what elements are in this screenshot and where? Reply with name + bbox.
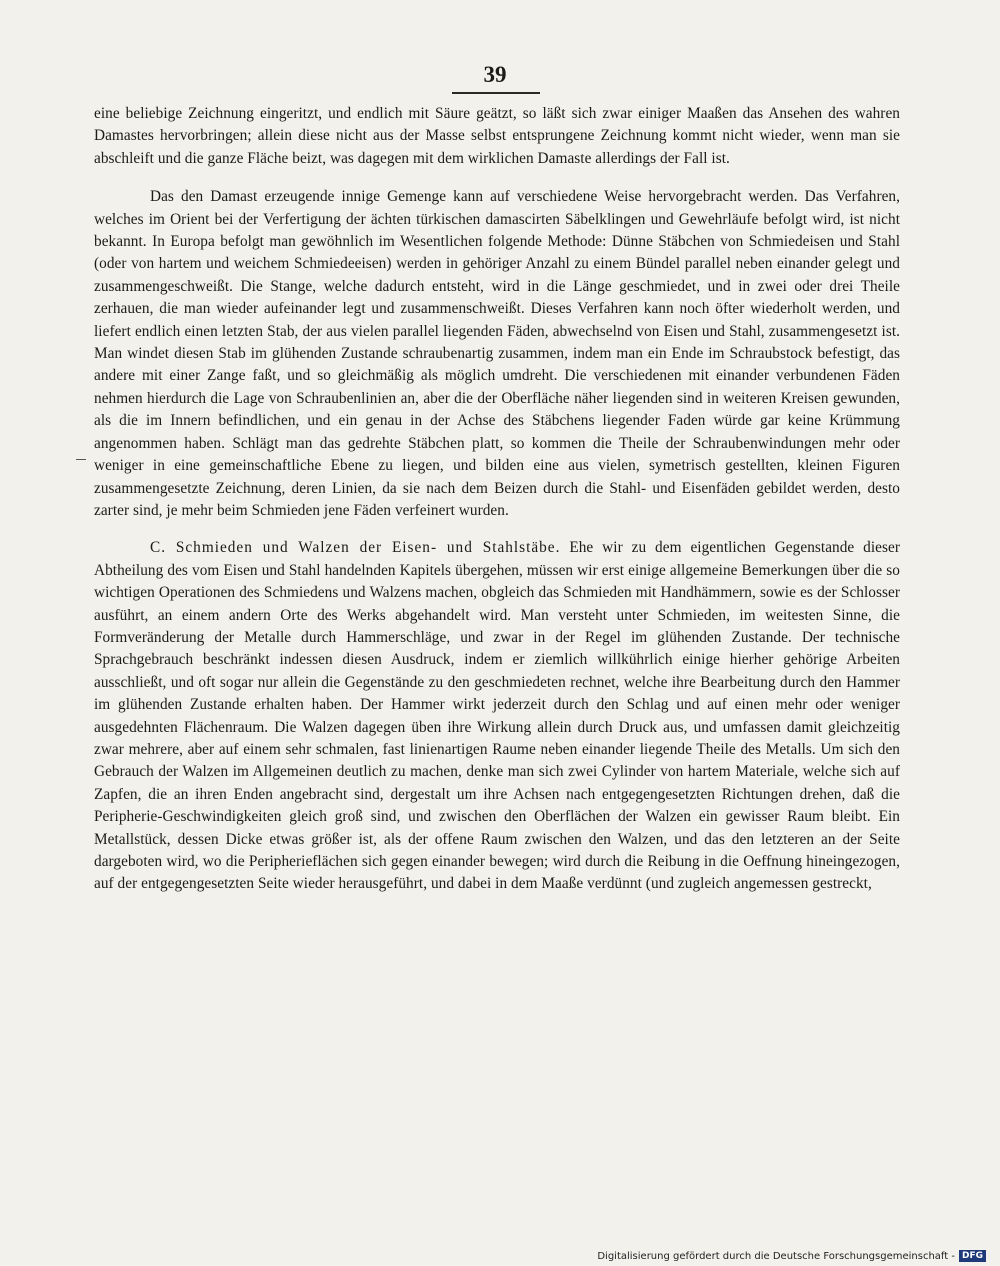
paragraph-3	[94, 537, 900, 896]
footer-text: Digitalisierung gefördert durch die Deutsche Forschungsgemeinschaft -	[597, 1251, 955, 1262]
section-heading: C. Schmieden und Walzen der Eisen- und Stahlstäbe.	[150, 539, 561, 557]
body-text	[94, 103, 900, 896]
page-number-rule	[452, 92, 540, 94]
paragraph-2: Das den Damast erzeugende innige Gemenge kann auf verschiedene Weise hervorgebracht werden. Das Verfahren, welches im Orient bei der Verfertigung der ächten türkischen damascirten Säbelklingen und Gewehrläufe befolgt wird, ist nicht bekannt. In Europa befolgt man gewöhnlich im Wesentlichen folgende Methode: Dünne Stäbchen von Schmiedeisen und Stahl (oder von hartem und weichem Schmiedeeisen) werden in gehöriger Anzahl zu einem Bündel parallel neben einander gelegt und zusammengeschweißt. Die Stange, welche dadurch entsteht, wird in die Länge geschmiedet, und in zwei oder drei Theile zerhauen, die man wieder aufeinander legt und zusammenschweißt. Dieses Verfahren kann noch öfter wiederholt werden, und liefert endlich einen letzten Stab, der aus vielen parallel liegenden Fäden, abwechselnd von Eisen und Stahl, zusammengesetzt ist. Man windet diesen Stab im glühenden Zustande schraubenartig zusammen, indem man ein Ende im Schraubstock befestigt, das andere mit einer Zange faßt, und so gleichmäßig als möglich umdreht. Die verschiedenen mit einander verbundenen Fäden nehmen hierdurch die Lage von Schraubenlinien an, aber die der Oberfläche näher liegenden sind in weiteren Kreisen gewunden, als die im Innern befindlichen, und ein genau in der Achse des Stäbchens liegender Faden würde gar keine Krümmung angenommen haben. Schlägt man das gedrehte Stäbchen platt, so kommen die Theile der Schraubenwindungen mehr oder weniger in eine gemeinschaftliche Ebene zu liegen, und bilden eine aus vielen, symetrisch gestellten, kleinen Figuren zusammengesetzte Zeichnung, deren Linien, da sie nach dem Beizen durch die Stahl- und Eisenfäden gebildet werden, desto zarter sind, je mehr beim Schmieden jene Fäden verfeinert wurden.	[94, 188, 900, 519]
dfg-logo: DFG	[959, 1250, 986, 1262]
digitization-footer	[597, 1250, 986, 1262]
page-number: 39	[483, 62, 507, 87]
paragraph-3-text: Ehe wir zu dem eigentlichen Gegenstande dieser Abtheilung des vom Eisen und Stahl handelnden Kapitels übergehen, müssen wir erst einige allgemeine Bemerkungen über die so wichtigen Operationen des Schmiedens und Walzens machen, obgleich das Schmieden mit Handhämmern, sowie es der Schlosser ausführt, an einem andern Orte des Werks abgehandelt wird. Man versteht unter Schmieden, im weitesten Sinne, die Formveränderung der Metalle durch Hammerschläge, und zwar in der Regel im glühenden Zustande. Der technische Sprachgebrauch beschränkt indessen diesen Ausdruck, indem er ziemlich willkührlich einige hierher gehörige Arbeiten ausschließt, und oft sogar nur allein die Gegenstände zu den geschmiedeten rechnet, welche ihre Bearbeitung durch den Hammer im glühenden Zustande erhalten haben. Der Hammer wirkt jederzeit durch den Schlag und auf einen mehr oder weniger ausgedehnten Flächenraum. Die Walzen dagegen üben ihre Wirkung allein durch Druck aus, und umfassen damit gleichzeitig zwar mehrere, aber auf einem sehr schmalen, fast linienartigen Raume neben einander liegende Theile des Metalls. Um sich den Gebrauch der Walzen im Allgemeinen deutlich zu machen, denke man sich zwei Cylinder von hartem Materiale, welche sich auf Zapfen, die an ihren Enden angebracht sind, dergestalt um ihre Achsen nach entgegengesetzten Richtungen drehen, daß die Peripherie-Geschwindigkeiten gleich groß sind, und zwischen den Oberflächen der Walzen ein gewisser Raum bleibt. Ein Metallstück, dessen Dicke etwas größer ist, als der offene Raum zwischen den Walzen, und das den letzteren an der Seite dargeboten wird, wo die Peripherieflächen sich gegen einander bewegen; wird durch die Reibung in die Oeffnung hineingezogen, auf der entgegengesetzten Seite wieder herausgeführt, und dabei in dem Maaße verdünnt (und zugleich angemessen gestreckt,	[94, 539, 900, 893]
paragraph-1: eine beliebige Zeichnung eingeritzt, und endlich mit Säure geätzt, so läßt sich zwar einiger Maaßen das Ansehen des wahren Damastes hervorbringen; allein diese nicht aus der Masse selbst entsprungene Zeichnung kommt nicht wieder, wenn man sie abschleift und die ganze Fläche beizt, was dagegen mit dem wirklichen Damaste allerdings der Fall ist.	[94, 105, 900, 167]
margin-mark	[76, 459, 86, 460]
